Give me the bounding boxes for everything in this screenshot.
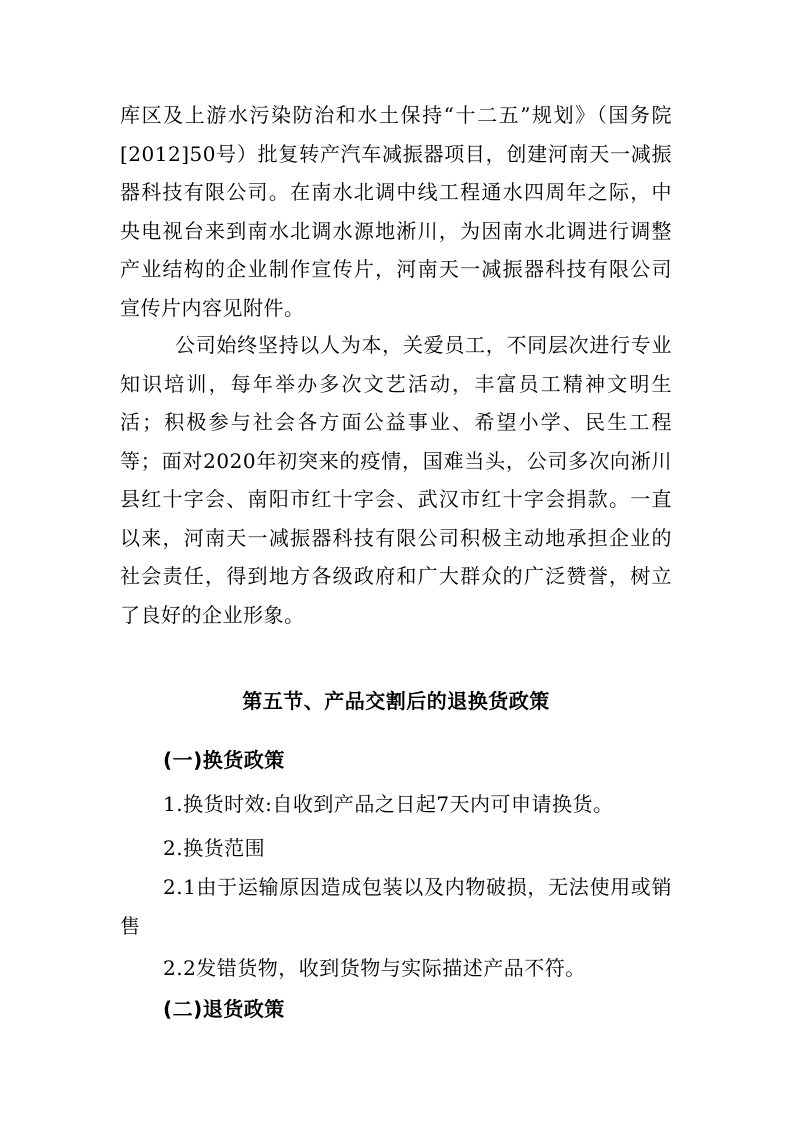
exchange-item-wrong-goods: 2.2发错货物，收到货物与实际描述产品不符。 (163, 956, 586, 980)
exchange-policy-heading: (一)换货政策 (163, 748, 285, 772)
body-paragraph-social-responsibility: 公司始终坚持以人为本，关爱员工，不同层次进行专业知识培训，每年举办多次文艺活动，丰富员工精神文明生活；积极参与社会各方面公益事业、希望小学、民生工程等；面对2020年初突来的疫情，国难当头，公司多次向淅川县红十字会、南阳市红十字会、武汉市红十字会捐款。一直以来，河南天一减振器科技有限公司积极主动地承担企业的社会责任，得到地方各级政府和广大群众的广泛赞誉，树立了良好的企业形象。 (120, 333, 672, 627)
return-policy-heading: (二)退货政策 (163, 997, 285, 1021)
body-paragraph-company-background: 库区及上游水污染防治和水土保持“十二五”规划》（国务院[2012]50号）批复转产汽车减振器项目，创建河南天一减振器科技有限公司。在南水北调中线工程通水四周年之际，中央电视台来到南水北调水源地淅川，为因南水北调进行调整产业结构的企业制作宣传片，河南天一减振器科技有限公司宣传片内容见附件。 (120, 103, 672, 320)
exchange-item-transport-damage: 2.1由于运输原因造成包装以及内物破损，无法使用或销售 (120, 875, 672, 938)
exchange-item-timeframe: 1.换货时效:自收到产品之日起7天内可申请换货。 (163, 792, 614, 816)
section-title: 第五节、产品交割后的退换货政策 (242, 689, 550, 713)
exchange-item-scope: 2.换货范围 (163, 836, 266, 860)
